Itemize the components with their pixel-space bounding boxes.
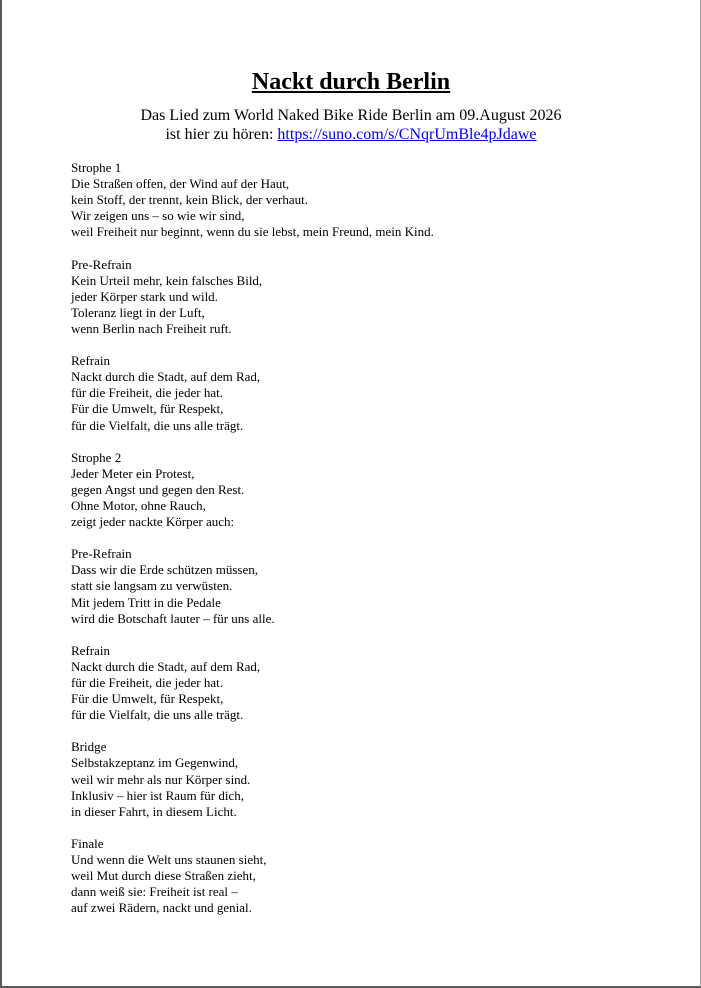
subtitle-link-prefix: ist hier zu hören: (165, 126, 278, 143)
lyric-line: Nackt durch die Stadt, auf dem Rad, (71, 658, 261, 674)
subtitle-link-line (2, 125, 700, 144)
lyric-line: Wir zeigen uns – so wie wir sind, (71, 208, 245, 224)
lyric-line: dann weiß sie: Freiheit ist real – (71, 884, 238, 900)
section-heading: Finale (71, 835, 104, 851)
lyric-line: weil Mut durch diese Straßen zieht, (71, 868, 256, 884)
lyric-line: Jeder Meter ein Protest, (71, 465, 195, 481)
lyric-line: Toleranz liegt in der Luft, (71, 304, 205, 320)
document-title: Nackt durch Berlin (251, 69, 451, 95)
lyric-line: Inklusiv – hier ist Raum für dich, (71, 787, 244, 803)
song-link[interactable]: https://suno.com/s/CNqrUmBle4pJdawe (277, 126, 537, 143)
section-heading: Pre-Refrain (71, 546, 132, 562)
lyric-line: weil Freiheit nur beginnt, wenn du sie lebst, mein Freund, mein Kind. (71, 224, 434, 240)
lyrics-section (71, 160, 434, 240)
lyric-line: für die Freiheit, die jeder hat. (71, 385, 223, 401)
lyrics-body (71, 160, 434, 933)
lyric-line: statt sie langsam zu verwüsten. (71, 578, 233, 594)
section-heading: Bridge (71, 739, 107, 755)
lyrics-section (71, 546, 434, 626)
lyric-line: für die Freiheit, die jeder hat. (71, 675, 223, 690)
lyric-line: gegen Angst und gegen den Rest. (71, 481, 245, 497)
lyric-line: für die Vielfalt, die uns alle trägt. (71, 417, 244, 433)
lyrics-section (71, 643, 434, 723)
section-heading: Refrain (71, 642, 110, 658)
lyric-line: Die Straßen offen, der Wind auf der Haut, (71, 176, 290, 192)
section-heading: Strophe 1 (71, 160, 122, 175)
lyric-line: Selbstakzeptanz im Gegenwind, (71, 755, 239, 771)
lyric-line: weil wir mehr als nur Körper sind. (71, 771, 251, 787)
lyric-line: Ohne Motor, ohne Rauch, (71, 497, 206, 513)
lyric-line: zeigt jeder nackte Körper auch: (71, 514, 235, 530)
lyrics-section (71, 739, 434, 819)
lyric-line: kein Stoff, der trennt, kein Blick, der verhaut. (71, 192, 308, 208)
lyric-line: Dass wir die Erde schützen müssen, (71, 562, 259, 578)
lyric-line: auf zwei Rädern, nackt und genial. (71, 900, 252, 916)
lyric-line: für die Vielfalt, die uns alle trägt. (71, 707, 244, 723)
lyric-line: wird die Botschaft lauter – für uns alle. (71, 610, 275, 626)
lyric-line: Kein Urteil mehr, kein falsches Bild, (71, 272, 263, 288)
lyric-line: Mit jedem Tritt in die Pedale (71, 594, 221, 610)
section-heading: Pre-Refrain (71, 256, 132, 272)
section-heading: Refrain (71, 353, 110, 369)
lyric-line: wenn Berlin nach Freiheit ruft. (71, 320, 232, 336)
lyric-line: jeder Körper stark und wild. (71, 288, 218, 304)
lyric-line: in dieser Fahrt, in diesem Licht. (71, 803, 237, 819)
lyric-line: Für die Umwelt, für Respekt, (71, 401, 224, 417)
lyrics-section (71, 257, 434, 337)
lyric-line: Und wenn die Welt uns staunen sieht, (71, 852, 267, 868)
section-heading: Strophe 2 (71, 449, 122, 465)
lyric-line: Nackt durch die Stadt, auf dem Rad, (71, 369, 261, 385)
lyrics-section (71, 836, 434, 916)
lyric-line: Für die Umwelt, für Respekt, (71, 691, 224, 707)
lyrics-section (71, 353, 434, 433)
subtitle-block (2, 106, 700, 144)
lyrics-section (71, 450, 434, 530)
subtitle-line: Das Lied zum World Naked Bike Ride Berlin am 09.August 2026 (140, 107, 562, 124)
